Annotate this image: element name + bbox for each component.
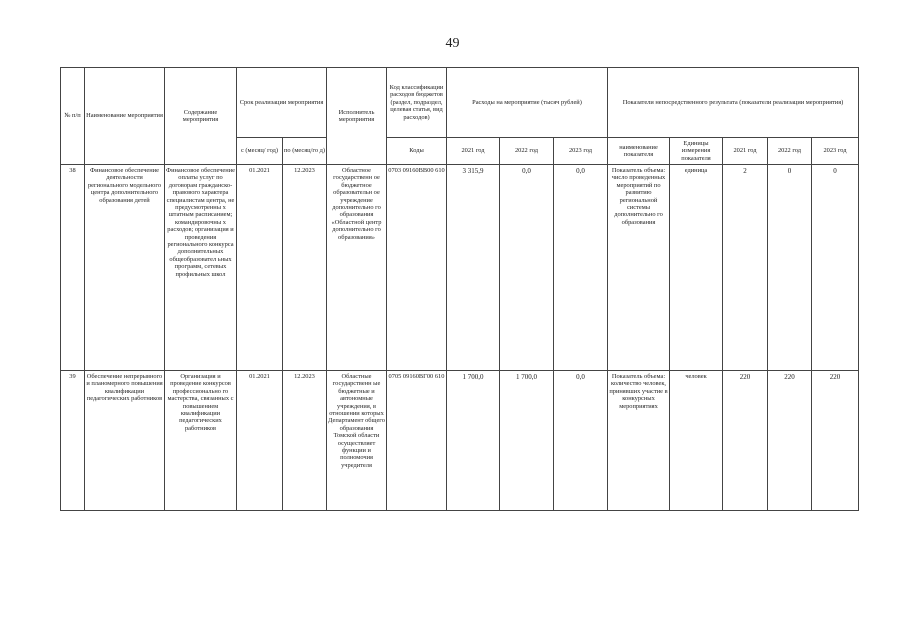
activities-table — [60, 67, 859, 511]
header-to: по (месяц/го д) — [283, 138, 327, 165]
row-indicator-2022: 220 — [768, 371, 812, 511]
row-expense-2022: 1 700,0 — [500, 371, 554, 511]
header-code: Код классификации расходов бюджетов (раздел, подраздел, целевая статья, вид расходов) — [387, 68, 447, 138]
header-indicator-name: наименование показателя — [608, 138, 670, 165]
row-indicator-2023: 0 — [812, 165, 859, 371]
row-code: 0705 09160ВГ00 610 — [387, 371, 447, 511]
row-expense-2023: 0,0 — [554, 165, 608, 371]
row-name: Обеспечение непрерывного и планомерного повышения квалификации педагогических работников — [85, 371, 165, 511]
header-executor: Исполнитель мероприятия — [327, 68, 387, 165]
header-indicators: Показатели непосредственного результата (показатели реализации мероприятия) — [608, 68, 859, 138]
row-num: 39 — [61, 371, 85, 511]
header-indicator-2023: 2023 год — [812, 138, 859, 165]
row-indicator-name: Показатель объема: число проведенных мероприятий по развитию региональной системы дополнительно го образования — [608, 165, 670, 371]
row-expense-2021: 3 315,9 — [447, 165, 500, 371]
header-unit: Единицы измерения показателя — [670, 138, 723, 165]
row-indicator-2023: 220 — [812, 371, 859, 511]
row-indicator-2021: 2 — [723, 165, 768, 371]
row-to: 12.2023 — [283, 371, 327, 511]
row-indicator-2021: 220 — [723, 371, 768, 511]
header-year-2023: 2023 год — [554, 138, 608, 165]
header-indicator-2021: 2021 год — [723, 138, 768, 165]
header-term: Срок реализации мероприятия — [237, 68, 327, 138]
row-from: 01.2021 — [237, 371, 283, 511]
header-codes: Коды — [387, 138, 447, 165]
header-year-2021: 2021 год — [447, 138, 500, 165]
page-number: 49 — [445, 36, 460, 51]
header-expenses: Расходы на мероприятие (тысяч рублей) — [447, 68, 608, 138]
row-expense-2021: 1 700,0 — [447, 371, 500, 511]
header-indicator-2022: 2022 год — [768, 138, 812, 165]
row-unit: человек — [670, 371, 723, 511]
row-content: Организация и проведение конкурсов профессионально го мастерства, связанных с повышением квалификации педагогических работников — [165, 371, 237, 511]
table-row — [61, 371, 859, 511]
table-row — [61, 165, 859, 371]
header-num: № п/п — [61, 68, 85, 165]
row-executor: Областные государственн ые бюджетные и автономные учреждения, в отношении которых Департамент общего образования Томской области осуществляет функции и полномочия учредителя — [327, 371, 387, 511]
row-num: 38 — [61, 165, 85, 371]
row-code: 0703 09160ВВ00 610 — [387, 165, 447, 371]
row-indicator-2022: 0 — [768, 165, 812, 371]
row-from: 01.2021 — [237, 165, 283, 371]
row-indicator-name: Показатель объема: количество человек, принявших участие в конкурсных мероприятиях — [608, 371, 670, 511]
row-content: Финансовое обеспечение оплаты услуг по договорам гражданско-правового характера специалистам центра, не предусмотренны х штатным расписанием; командировочны х расходов; организация и проведения регионального конкурса дополнительных общеобразовател ьных программ, сетевых профильных школ — [165, 165, 237, 371]
header-year-2022: 2022 год — [500, 138, 554, 165]
row-name: Финансовое обеспечение деятельности регионального модельного центра дополнительного образования детей — [85, 165, 165, 371]
row-unit: единица — [670, 165, 723, 371]
header-from: с (месяц/ год) — [237, 138, 283, 165]
row-to: 12.2023 — [283, 165, 327, 371]
row-expense-2023: 0,0 — [554, 371, 608, 511]
row-executor: Областное государственн ое бюджетное образовательн ое учреждение дополнительно го образования «Областной центр дополнительно го образования» — [327, 165, 387, 371]
row-expense-2022: 0,0 — [500, 165, 554, 371]
header-name: Наименование мероприятия — [85, 68, 165, 165]
header-content: Содержание мероприятия — [165, 68, 237, 165]
